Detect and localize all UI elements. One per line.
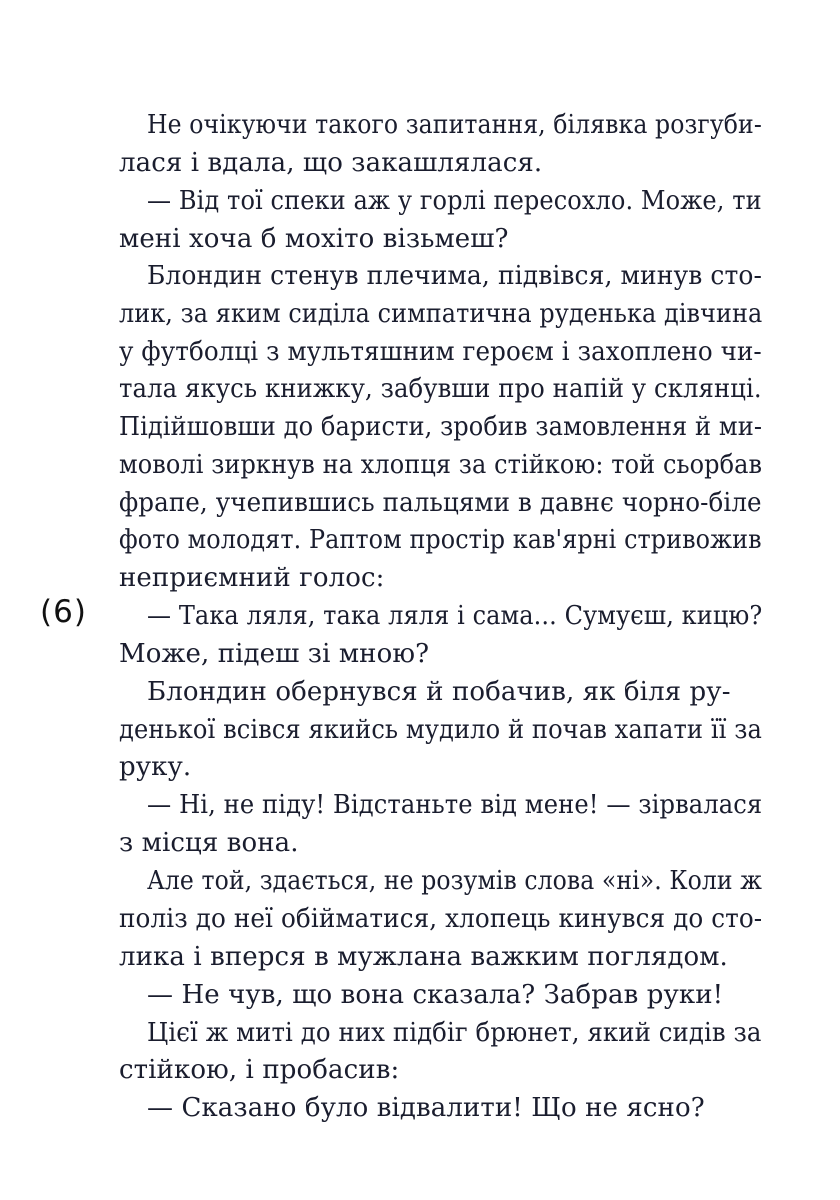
text-line: Може, підеш зі мною? bbox=[119, 639, 430, 669]
text-line: лася і вдала, що закашлялася. bbox=[119, 148, 543, 178]
text-line: — Така ляля, така ляля і сама... Сумуєш, кицю? bbox=[147, 601, 763, 631]
text-line: — Не чув, що вона сказала? Забрав руки! bbox=[147, 980, 724, 1010]
text-line: Цієї ж миті до них підбіг брюнет, який сидів за bbox=[147, 1018, 762, 1048]
text-line: фрапе, учепившись пальцями в давнє чорно-біле bbox=[119, 488, 762, 518]
text-line: у футболці з мультяшним героєм і захоплено чи- bbox=[119, 337, 762, 367]
text-line: Блондин стенув плечима, підвівся, минув сто- bbox=[147, 261, 762, 291]
text-line: — Сказано було відвалити! Що не ясно? bbox=[147, 1093, 705, 1123]
text-line: лика і вперся в мужлана важким поглядом. bbox=[119, 942, 728, 972]
margin-note: (6) bbox=[40, 594, 87, 630]
text-line: з місця вона. bbox=[119, 828, 299, 858]
text-line: моволі зиркнув на хлопця за стійкою: той сьорбав bbox=[119, 450, 763, 480]
text-line: поліз до неї обійматися, хлопець кинувся до сто- bbox=[119, 904, 763, 934]
text-line: стійкою, і пробасив: bbox=[119, 1055, 400, 1085]
text-line: фото молодят. Раптом простір кав'ярні стривожив bbox=[119, 525, 762, 555]
text-line: Але той, здається, не розумів слова «ні». Коли ж bbox=[147, 866, 762, 896]
text-line: — Від тої спеки аж у горлі пересохло. Може, ти bbox=[147, 186, 762, 216]
text-line: Підійшовши до баристи, зробив замовлення й ми- bbox=[119, 412, 763, 442]
text-line: тала якусь книжку, забувши про напій у склянці. bbox=[119, 374, 762, 404]
text-line: — Ні, не піду! Відстаньте від мене! — зірвалася bbox=[147, 790, 763, 820]
text-line: денької всівся якийсь мудило й почав хапати її за bbox=[119, 715, 762, 745]
text-line: лик, за яким сиділа симпатична руденька дівчина bbox=[119, 299, 763, 329]
text-line: руку. bbox=[119, 752, 192, 782]
text-line: мені хоча б мохіто візьмеш? bbox=[119, 224, 509, 254]
text-line: неприємний голос: bbox=[119, 563, 385, 593]
text-line: Не очікуючи такого запитання, білявка розгуби- bbox=[147, 110, 762, 140]
text-line: Блондин обернувся й побачив, як біля ру- bbox=[147, 677, 731, 707]
